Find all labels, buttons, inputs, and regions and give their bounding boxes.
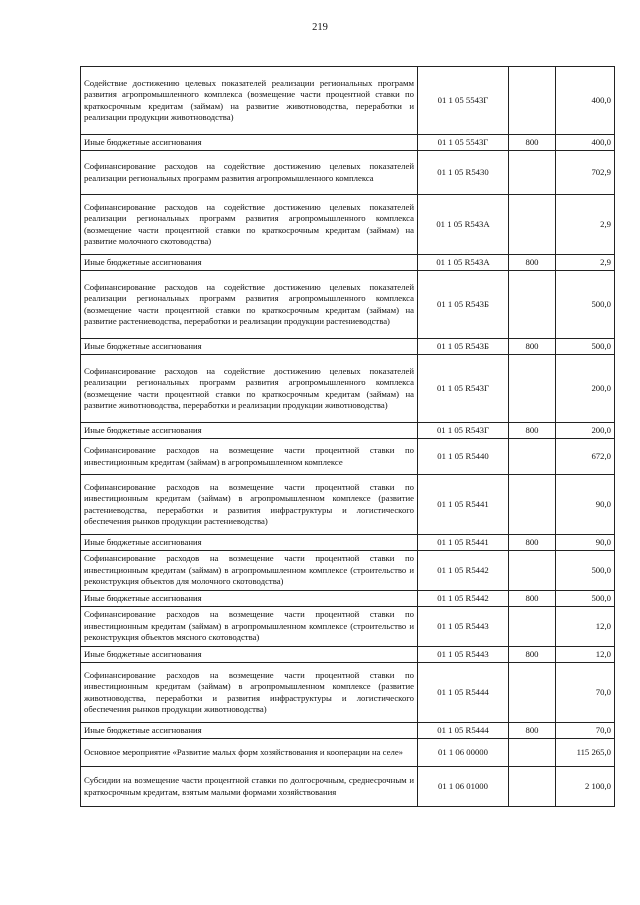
table-row [81, 647, 615, 663]
row-name: Иные бюджетные ассигнования [81, 647, 418, 663]
row-code: 01 1 05 R5443 [418, 647, 509, 663]
row-code: 01 1 05 R543А [418, 255, 509, 271]
table-row [81, 135, 615, 151]
page-number: 219 [312, 22, 328, 33]
table-row [81, 551, 615, 591]
row-code: 01 1 06 00000 [418, 739, 509, 767]
row-type [509, 355, 556, 423]
row-sum: 70,0 [556, 723, 615, 739]
row-sum: 702,9 [556, 151, 615, 195]
row-sum: 115 265,0 [556, 739, 615, 767]
row-sum: 2,9 [556, 195, 615, 255]
row-type: 800 [509, 723, 556, 739]
table-row [81, 663, 615, 723]
row-name: Софинансирование расходов на возмещение части процентной ставки по инвестиционным кредитам (займам) в агропромышленном комплексе (строительство и реконструкция объектов для молочного скотоводства) [81, 551, 418, 591]
row-type [509, 767, 556, 807]
row-type: 800 [509, 647, 556, 663]
row-code: 01 1 05 R5442 [418, 591, 509, 607]
row-code: 01 1 05 5543Г [418, 67, 509, 135]
row-code: 01 1 06 01000 [418, 767, 509, 807]
row-sum: 200,0 [556, 423, 615, 439]
row-type [509, 607, 556, 647]
table-row [81, 439, 615, 475]
row-sum: 500,0 [556, 339, 615, 355]
row-code: 01 1 05 R5441 [418, 535, 509, 551]
row-sum: 2 100,0 [556, 767, 615, 807]
row-name: Софинансирование расходов на содействие достижению целевых показателей реализации региональных программ развития агропромышленного комплекса (возмещение части процентной ставки по краткосрочным кредитам (займам) на развитие растениеводства, переработки и реализации продукции растениеводства) [81, 271, 418, 339]
row-type: 800 [509, 423, 556, 439]
row-code: 01 1 05 R5430 [418, 151, 509, 195]
row-sum: 672,0 [556, 439, 615, 475]
row-name: Иные бюджетные ассигнования [81, 339, 418, 355]
row-name: Софинансирование расходов на возмещение части процентной ставки по инвестиционным кредитам (займам) в агропромышленном комплексе [81, 439, 418, 475]
table-row [81, 723, 615, 739]
row-type [509, 663, 556, 723]
row-code: 01 1 05 R543Г [418, 423, 509, 439]
table-row [81, 255, 615, 271]
row-sum: 400,0 [556, 67, 615, 135]
row-code: 01 1 05 R5441 [418, 475, 509, 535]
row-sum: 90,0 [556, 535, 615, 551]
row-name: Софинансирование расходов на возмещение части процентной ставки по инвестиционным кредитам (займам) в агропромышленном комплексе (строительство и реконструкция объектов мясного скотоводства) [81, 607, 418, 647]
row-sum: 400,0 [556, 135, 615, 151]
row-name: Иные бюджетные ассигнования [81, 591, 418, 607]
row-name: Иные бюджетные ассигнования [81, 723, 418, 739]
row-sum: 90,0 [556, 475, 615, 535]
row-sum: 500,0 [556, 271, 615, 339]
table-row [81, 535, 615, 551]
table-row [81, 767, 615, 807]
table-row [81, 739, 615, 767]
table-row [81, 591, 615, 607]
table-row [81, 607, 615, 647]
row-type [509, 739, 556, 767]
row-code: 01 1 05 R5440 [418, 439, 509, 475]
row-name: Софинансирование расходов на возмещение части процентной ставки по инвестиционным кредитам (займам) в агропромышленном комплексе (развитие растениеводства, переработки и развития инфраструктуры и логистического обеспечения рынков продукции растениеводства) [81, 475, 418, 535]
row-name: Содействие достижению целевых показателей реализации региональных программ развития агропромышленного комплекса (возмещение части процентной ставки по краткосрочным кредитам (займам) на развитие животноводства, переработки и реализации продукции животноводства) [81, 67, 418, 135]
table-row [81, 67, 615, 135]
row-name: Иные бюджетные ассигнования [81, 135, 418, 151]
row-type [509, 551, 556, 591]
row-sum: 500,0 [556, 551, 615, 591]
table-row [81, 195, 615, 255]
row-type [509, 67, 556, 135]
row-name: Иные бюджетные ассигнования [81, 535, 418, 551]
row-name: Софинансирование расходов на содействие достижению целевых показателей реализации региональных программ развития агропромышленного комплекса [81, 151, 418, 195]
row-type: 800 [509, 135, 556, 151]
row-type: 800 [509, 591, 556, 607]
row-name: Софинансирование расходов на содействие достижению целевых показателей реализации региональных программ развития агропромышленного комплекса (возмещение части процентной ставки по краткосрочным кредитам (займам) на развитие молочного скотоводства) [81, 195, 418, 255]
table-row [81, 271, 615, 339]
table-row [81, 475, 615, 535]
row-code: 01 1 05 R543Б [418, 339, 509, 355]
row-type [509, 475, 556, 535]
row-type [509, 195, 556, 255]
row-name: Иные бюджетные ассигнования [81, 423, 418, 439]
row-type: 800 [509, 339, 556, 355]
row-code: 01 1 05 R5442 [418, 551, 509, 591]
row-name: Софинансирование расходов на содействие достижению целевых показателей реализации региональных программ развития агропромышленного комплекса (возмещение части процентной ставки по краткосрочным кредитам (займам) на развитие животноводства, переработки и реализации продукции животноводства) [81, 355, 418, 423]
row-type [509, 271, 556, 339]
row-type: 800 [509, 255, 556, 271]
row-type: 800 [509, 535, 556, 551]
row-name: Основное мероприятие «Развитие малых форм хозяйствования и кооперации на селе» [81, 739, 418, 767]
table-row [81, 423, 615, 439]
row-type [509, 439, 556, 475]
row-sum: 500,0 [556, 591, 615, 607]
row-code: 01 1 05 R5444 [418, 723, 509, 739]
row-code: 01 1 05 R543Б [418, 271, 509, 339]
budget-table [80, 66, 615, 807]
table-row [81, 151, 615, 195]
row-type [509, 151, 556, 195]
row-sum: 12,0 [556, 647, 615, 663]
row-code: 01 1 05 5543Г [418, 135, 509, 151]
row-code: 01 1 05 R543А [418, 195, 509, 255]
row-code: 01 1 05 R5443 [418, 607, 509, 647]
row-sum: 2,9 [556, 255, 615, 271]
row-name: Субсидии на возмещение части процентной ставки по долгосрочным, среднесрочным и краткосрочным кредитам, взятым малыми формами хозяйствования [81, 767, 418, 807]
row-sum: 200,0 [556, 355, 615, 423]
table-row [81, 339, 615, 355]
row-sum: 70,0 [556, 663, 615, 723]
row-sum: 12,0 [556, 607, 615, 647]
row-code: 01 1 05 R5444 [418, 663, 509, 723]
row-name: Софинансирование расходов на возмещение части процентной ставки по инвестиционным кредитам (займам) в агропромышленном комплексе (развитие животноводства, переработки и развития инфраструктуры и логистического обеспечения рынков продукции животноводства) [81, 663, 418, 723]
budget-table-body [81, 67, 615, 807]
table-row [81, 355, 615, 423]
row-code: 01 1 05 R543Г [418, 355, 509, 423]
row-name: Иные бюджетные ассигнования [81, 255, 418, 271]
